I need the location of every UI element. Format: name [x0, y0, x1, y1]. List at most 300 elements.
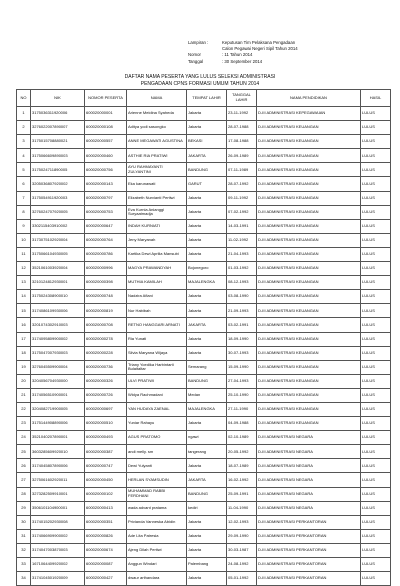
cell-tempat-lahir: Jakarta — [187, 332, 227, 346]
table-row — [17, 233, 391, 247]
cell-nomor-peserta: 600020000674 — [85, 543, 127, 557]
cell-hasil: LULUS — [361, 205, 391, 219]
cell-nomor-peserta: 600020000748 — [85, 290, 127, 304]
cell-nama: AYU RAHMAYANTI ZULYANTINI — [127, 163, 187, 177]
cell-nama-pendidikan: D-III ADMINISTRASI KEUANGAN — [257, 332, 361, 346]
cell-nama-pendidikan: D-III ADMINISTRASI PERKANTORAN — [257, 572, 361, 586]
cell-nama-pendidikan: D-III ADMINISTRASI KEUANGAN — [257, 402, 361, 416]
cell-no: 23 — [17, 417, 31, 431]
cell-nama-pendidikan: D-III ADMINISTRASI KEUANGAN — [257, 346, 361, 360]
cell-hasil: LULUS — [361, 360, 391, 374]
cell-nik: 3276024707920005 — [31, 205, 85, 219]
cell-tanggal-lahir: 18-07-1989 — [227, 459, 257, 473]
cell-no: 20 — [17, 374, 31, 388]
header-no: NO — [17, 90, 31, 107]
cell-hasil: LULUS — [361, 346, 391, 360]
cell-tanggal-lahir: 15-09-1990 — [227, 360, 257, 374]
cell-nik: 3174066909900002 — [31, 529, 85, 543]
cell-nomor-peserta: 600020000087 — [85, 558, 127, 572]
cell-nama-pendidikan: D-III ADMINISTRASI KEUANGAN — [257, 205, 361, 219]
cell-nomor-peserta: 600020000001 — [85, 107, 127, 121]
cell-hasil: LULUS — [361, 135, 391, 149]
cell-nomor-peserta: 600020000351 — [85, 515, 127, 529]
cell-no: 14 — [17, 290, 31, 304]
cell-nama: Nur Habibah — [127, 304, 187, 318]
cell-tempat-lahir: BEKASI — [187, 135, 227, 149]
cell-nama: dwaur arthandara — [127, 572, 187, 586]
cell-no: 1 — [17, 107, 31, 121]
cell-hasil: LULUS — [361, 558, 391, 572]
cell-no: 21 — [17, 388, 31, 402]
cell-nama-pendidikan: D-III ADMINISTRASI KEUANGAN — [257, 262, 361, 276]
cell-no: 33 — [17, 558, 31, 572]
cell-nik: 3173075102920004 — [31, 233, 85, 247]
table-row — [17, 107, 391, 121]
table-header-row — [17, 90, 391, 107]
cell-tempat-lahir: Jakarta — [187, 572, 227, 586]
cell-nomor-peserta: 600020000753 — [85, 205, 127, 219]
cell-nama: Eva Kurnia Anianggi Suryaatmadja — [127, 205, 187, 219]
cell-nomor-peserta: 600020000102 — [85, 487, 127, 501]
cell-nik: 3174015202930008 — [31, 515, 85, 529]
cell-hasil: LULUS — [361, 163, 391, 177]
cell-tanggal-lahir: 16-02-1992 — [227, 473, 257, 487]
cell-nik: 3175066609890003 — [31, 149, 85, 163]
cell-nomor-peserta: 600020000826 — [85, 529, 127, 543]
heading-line-1: DAFTAR NAMA PESERTA YANG LULUS SELEKSI ADMINISTRASI — [124, 74, 276, 80]
cell-tanggal-lahir: 27-04-1993 — [227, 374, 257, 388]
cell-nomor-peserta: 600020000108 — [85, 121, 127, 135]
cell-nama-pendidikan: D-III ADMINISTRASI KEUANGAN — [257, 417, 361, 431]
cell-hasil: LULUS — [361, 402, 391, 416]
table-row — [17, 177, 391, 191]
cell-nama-pendidikan: D-III ADMINISTRASI PERKANTORAN — [257, 515, 361, 529]
cell-tanggal-lahir: 07-11-1989 — [227, 163, 257, 177]
cell-nama: Silvia Maryana Wijaya — [127, 346, 187, 360]
table-row — [17, 459, 391, 473]
header-nomor-peserta: NOMOR PESERTA — [85, 90, 127, 107]
cell-tempat-lahir: Medan — [187, 388, 227, 402]
cell-tanggal-lahir: 04-09-1988 — [227, 417, 257, 431]
header-nama: NAMA — [127, 90, 187, 107]
cell-nama: Jeny Maryanah — [127, 233, 187, 247]
cell-nik: 3276022007890007 — [31, 121, 85, 135]
cell-tempat-lahir: BANDUNG — [187, 163, 227, 177]
cell-nama: Dewi Yulyanti — [127, 459, 187, 473]
cell-nomor-peserta: 600020000557 — [85, 135, 127, 149]
cell-nik: 3521061003920004 — [31, 262, 85, 276]
cell-no: 2 — [17, 121, 31, 135]
cell-nik: 3275061602920011 — [31, 473, 85, 487]
cell-nama-pendidikan: D-III ADMINISTRASI KEUANGAN — [257, 374, 361, 388]
cell-hasil: LULUS — [361, 304, 391, 318]
cell-nama-pendidikan: D-III ADMINISTRASI NEGARA — [257, 487, 361, 501]
cell-tempat-lahir: Jakarta — [187, 219, 227, 233]
table-row — [17, 191, 391, 205]
lampiran-block — [188, 40, 298, 65]
cell-nama: YAN HUDAYA ZAENAL — [127, 402, 187, 416]
cell-nama-pendidikan: D-III ADMINISTRASI KEUANGAN — [257, 318, 361, 332]
cell-nama-pendidikan: D-III ADMINISTRASI KEUANGAN — [257, 121, 361, 135]
cell-nik: 3174095809900002 — [31, 332, 85, 346]
cell-no: 17 — [17, 332, 31, 346]
nomor-label: Nomor — [188, 52, 201, 58]
cell-nama: HERLAN SYAMSUDIN — [127, 473, 187, 487]
cell-nik: 3603285609920010 — [31, 445, 85, 459]
cell-nama: INDAH KURNIATI — [127, 219, 187, 233]
cell-hasil: LULUS — [361, 332, 391, 346]
table-row — [17, 501, 391, 515]
table-row — [17, 135, 391, 149]
cell-nama: Kartika Dewi Aprilia Mansubi — [127, 247, 187, 261]
table-row — [17, 262, 391, 276]
nomor-value: : 11 Tahun 2014 — [222, 52, 253, 58]
cell-hasil: LULUS — [361, 177, 391, 191]
cell-tanggal-lahir: 03-02-1991 — [227, 318, 257, 332]
cell-hasil: LULUS — [361, 445, 391, 459]
cell-no: 16 — [17, 318, 31, 332]
participant-table — [16, 89, 391, 586]
cell-nama-pendidikan: D-III ADMINISTRASI KEUANGAN — [257, 149, 361, 163]
cell-hasil: LULUS — [361, 572, 391, 586]
cell-nama-pendidikan: D-III ADMINISTRASI KEUANGAN — [257, 233, 361, 247]
table-body — [17, 107, 391, 586]
cell-nama-pendidikan: D-III ADMINISTRASI PERKANTORAN — [257, 543, 361, 557]
cell-tanggal-lahir: 25-10-1990 — [227, 388, 257, 402]
cell-tanggal-lahir: 05-01-1992 — [227, 572, 257, 586]
cell-nama-pendidikan: D-III ADMINISTRASI KEUANGAN — [257, 163, 361, 177]
table-row — [17, 473, 391, 487]
cell-tempat-lahir: Palembang — [187, 558, 227, 572]
header-nik: NIK — [31, 90, 85, 107]
cell-nomor-peserta: 600020000697 — [85, 402, 127, 416]
cell-tempat-lahir: Jakarta — [187, 233, 227, 247]
cell-nama-pendidikan: D-III ADMINISTRASI NEGARA — [257, 459, 361, 473]
cell-hasil: LULUS — [361, 473, 391, 487]
table-row — [17, 388, 391, 402]
cell-nama: MAGYA PRAWANDYAH — [127, 262, 187, 276]
tanggal-value: : 30 September 2014 — [222, 58, 263, 64]
cell-nik: 3175054911920003 — [31, 191, 85, 205]
cell-nama: andi melly. sm — [127, 445, 187, 459]
cell-no: 15 — [17, 304, 31, 318]
cell-nomor-peserta: 600020000747 — [85, 459, 127, 473]
cell-tanggal-lahir: 28-07-1992 — [227, 177, 257, 191]
cell-no: 22 — [17, 402, 31, 416]
cell-hasil: LULUS — [361, 107, 391, 121]
cell-tempat-lahir: Jakarta — [187, 205, 227, 219]
table-row — [17, 318, 391, 332]
cell-tempat-lahir: MAJALENGKA — [187, 402, 227, 416]
cell-tempat-lahir: BANDUNG — [187, 374, 227, 388]
cell-nomor-peserta: 600020000460 — [85, 149, 127, 163]
cell-tanggal-lahir: 09-11-1992 — [227, 191, 257, 205]
keputusan-line-2: Calon Pegawai Negeri Sipil Tahun 2014 — [222, 46, 298, 52]
cell-nama: Aditya yodi sasongko — [127, 121, 187, 135]
cell-nama: ANNE MEGAWATI AGUSTINA — [127, 135, 187, 149]
cell-nomor-peserta: 600020000326 — [85, 374, 127, 388]
cell-no: 11 — [17, 247, 31, 261]
cell-nama: Anggun Windari — [127, 558, 187, 572]
cell-tempat-lahir: Jakarta — [187, 529, 227, 543]
cell-nomor-peserta: 600020000450 — [85, 473, 127, 487]
cell-tanggal-lahir: 25-09-1991 — [227, 487, 257, 501]
cell-tanggal-lahir: 07-02-1992 — [227, 205, 257, 219]
cell-hasil: LULUS — [361, 276, 391, 290]
table-row — [17, 360, 391, 374]
cell-no: 27 — [17, 473, 31, 487]
cell-no: 24 — [17, 431, 31, 445]
cell-nama-pendidikan: D-III ADMINISTRASI KEUANGAN — [257, 135, 361, 149]
cell-hasil: LULUS — [361, 219, 391, 233]
cell-tempat-lahir: Jakarta — [187, 459, 227, 473]
cell-no: 34 — [17, 572, 31, 586]
cell-nomor-peserta: 600020000398 — [85, 276, 127, 290]
table-row — [17, 304, 391, 318]
table-row — [17, 445, 391, 459]
cell-tempat-lahir: Jakarta — [187, 304, 227, 318]
cell-nomor-peserta: 600020000647 — [85, 219, 127, 233]
cell-nik: 3521040207890001 — [31, 431, 85, 445]
heading-line-2: PENGADAAN CPNS FORMASI UMUM TAHUN 2014 — [140, 80, 260, 87]
cell-no: 7 — [17, 191, 31, 205]
table-row — [17, 431, 391, 445]
cell-hasil: LULUS — [361, 262, 391, 276]
cell-nik: 1671064409920002 — [31, 558, 85, 572]
cell-nik: 3175024711890005 — [31, 163, 85, 177]
cell-tempat-lahir: JAKARTA — [187, 318, 227, 332]
tanggal-label: Tanggal — [188, 58, 204, 64]
cell-nik: 3174047003870003 — [31, 543, 85, 557]
cell-nama-pendidikan: D-III ADMINISTRASI NEGARA — [257, 431, 361, 445]
cell-nama: wada advant pratama — [127, 501, 187, 515]
cell-nik: 3175066104930005 — [31, 247, 85, 261]
cell-nik: 3175015708880021 — [31, 135, 85, 149]
cell-tempat-lahir: JAKARTA — [187, 149, 227, 163]
cell-hasil: LULUS — [361, 233, 391, 247]
table-row — [17, 290, 391, 304]
cell-hasil: LULUS — [361, 501, 391, 515]
table-row — [17, 515, 391, 529]
cell-no: 30 — [17, 515, 31, 529]
cell-hasil: LULUS — [361, 290, 391, 304]
cell-nama-pendidikan: D-III ADMINISTRASI NEGARA — [257, 501, 361, 515]
cell-nomor-peserta: 600020000726 — [85, 388, 127, 402]
cell-no: 18 — [17, 346, 31, 360]
cell-hasil: LULUS — [361, 529, 391, 543]
cell-nama-pendidikan: D-III ADMINISTRASI NEGARA — [257, 473, 361, 487]
cell-no: 26 — [17, 459, 31, 473]
cell-tempat-lahir: Jakarta — [187, 191, 227, 205]
cell-hasil: LULUS — [361, 417, 391, 431]
cell-nama: Eka karunawati — [127, 177, 187, 191]
cell-nomor-peserta: 600020000493 — [85, 431, 127, 445]
cell-nomor-peserta: 600020000756 — [85, 163, 127, 177]
cell-nama-pendidikan: D-III ADMINISTRASI KEPEGAWAIAN — [257, 107, 361, 121]
cell-nomor-peserta: 600020000143 — [85, 177, 127, 191]
cell-hasil: LULUS — [361, 247, 391, 261]
cell-tanggal-lahir: 01-03-1992 — [227, 262, 257, 276]
cell-no: 6 — [17, 177, 31, 191]
cell-tanggal-lahir: 24-08-1992 — [227, 558, 257, 572]
cell-no: 12 — [17, 262, 31, 276]
cell-nik: 3302115403910002 — [31, 219, 85, 233]
keputusan-line-1: Keputusan Tim Pelaksana Pengadaan — [222, 40, 296, 45]
cell-tanggal-lahir: 30-07-1993 — [227, 346, 257, 360]
cell-nama: MUHAMMAD RABBI FERDHANI — [127, 487, 187, 501]
cell-tempat-lahir: Jakarta — [187, 346, 227, 360]
cell-nama-pendidikan: D-III ADMINISTRASI PERKANTORAN — [257, 529, 361, 543]
cell-nama: AGUS PRATOMO — [127, 431, 187, 445]
cell-nik: 3210124812930001 — [31, 276, 85, 290]
cell-no: 5 — [17, 163, 31, 177]
table-row — [17, 374, 391, 388]
cell-nama: Triany Yoedika Harbintarti Bulaitaltar — [127, 360, 187, 374]
cell-tanggal-lahir: 21-09-1993 — [227, 304, 257, 318]
cell-hasil: LULUS — [361, 121, 391, 135]
cell-nama: Ria Yunati — [127, 332, 187, 346]
cell-nama-pendidikan: D-III ADMINISTRASI KEUANGAN — [257, 177, 361, 191]
lampiran-label: Lampiran : — [188, 40, 209, 45]
cell-tempat-lahir: GARUT — [187, 177, 227, 191]
cell-tanggal-lahir: 11-02-1992 — [227, 233, 257, 247]
table-row — [17, 163, 391, 177]
cell-tempat-lahir: ngawi — [187, 431, 227, 445]
table-row — [17, 332, 391, 346]
cell-nama: Widya Rachmadani — [127, 388, 187, 402]
cell-tanggal-lahir: 30-03-1987 — [227, 543, 257, 557]
cell-nama-pendidikan: D-III ADMINISTRASI KEUANGAN — [257, 191, 361, 205]
cell-tanggal-lahir: 27-11-1990 — [227, 402, 257, 416]
cell-no: 13 — [17, 276, 31, 290]
table-row — [17, 402, 391, 416]
header-hasil: HASIL — [361, 90, 391, 107]
cell-tempat-lahir: BANDUNG — [187, 487, 227, 501]
cell-nik: 3174045807890006 — [31, 459, 85, 473]
cell-nama-pendidikan: D-III ADMINISTRASI KEUANGAN — [257, 290, 361, 304]
cell-nama: Ajeng Dilah Pertiwi — [127, 543, 187, 557]
cell-tempat-lahir: kediri — [187, 501, 227, 515]
cell-tempat-lahir: tangerang — [187, 445, 227, 459]
cell-nomor-peserta: 600020000786 — [85, 247, 127, 261]
cell-tempat-lahir: Semarang — [187, 360, 227, 374]
cell-nik: 3276045509900004 — [31, 360, 85, 374]
cell-tanggal-lahir: 29-09-1990 — [227, 529, 257, 543]
header-tanggal-lahir: TANGGAL LAHIR — [227, 90, 257, 107]
cell-nik: 3204056704930000 — [31, 374, 85, 388]
cell-no: 31 — [17, 529, 31, 543]
table-row — [17, 558, 391, 572]
cell-hasil: LULUS — [361, 543, 391, 557]
document-heading — [0, 74, 400, 87]
cell-nama: ASTHIE RIA PRATIWI — [127, 149, 187, 163]
cell-nik: 3175047007930003 — [31, 346, 85, 360]
cell-nik: 3201074302910003 — [31, 318, 85, 332]
cell-tempat-lahir: Jakarta — [187, 515, 227, 529]
cell-nomor-peserta: 600020000764 — [85, 233, 127, 247]
cell-nik: 3506101104900001 — [31, 501, 85, 515]
cell-tanggal-lahir: 21-04-1993 — [227, 247, 257, 261]
cell-nama: Privianda Vanneska Abidin — [127, 515, 187, 529]
table-row — [17, 121, 391, 135]
cell-no: 28 — [17, 487, 31, 501]
cell-nama-pendidikan: D-III ADMINISTRASI KEUANGAN — [257, 304, 361, 318]
cell-nomor-peserta: 600020000797 — [85, 191, 127, 205]
cell-no: 3 — [17, 135, 31, 149]
cell-no: 29 — [17, 501, 31, 515]
cell-nik: 3174104501920009 — [31, 572, 85, 586]
cell-hasil: LULUS — [361, 318, 391, 332]
cell-tanggal-lahir: 26-09-1989 — [227, 149, 257, 163]
cell-no: 8 — [17, 205, 31, 219]
header-tempat-lahir: TEMPAT LAHIR — [187, 90, 227, 107]
cell-tempat-lahir: JAKARTA — [187, 473, 227, 487]
cell-hasil: LULUS — [361, 374, 391, 388]
cell-nomor-peserta: 600020000996 — [85, 262, 127, 276]
table-row — [17, 572, 391, 586]
cell-tempat-lahir: MAJALENGKA — [187, 276, 227, 290]
table-row — [17, 417, 391, 431]
cell-tempat-lahir: Jakarta — [187, 247, 227, 261]
cell-tempat-lahir: Jakarta — [187, 121, 227, 135]
cell-nama: ULVI PRATIWI — [127, 374, 187, 388]
table-row — [17, 219, 391, 233]
cell-tempat-lahir: Jakarta — [187, 107, 227, 121]
cell-tanggal-lahir: 11-04-1990 — [227, 501, 257, 515]
cell-tanggal-lahir: 17-08-1988 — [227, 135, 257, 149]
cell-nik: 3273282509910001 — [31, 487, 85, 501]
table-row — [17, 205, 391, 219]
cell-nomor-peserta: 600020000510 — [85, 417, 127, 431]
cell-tempat-lahir: Jakarta — [187, 290, 227, 304]
cell-hasil: LULUS — [361, 191, 391, 205]
cell-tanggal-lahir: 23-11-1992 — [227, 107, 257, 121]
cell-hasil: LULUS — [361, 388, 391, 402]
cell-nama-pendidikan: D-III ADMINISTRASI KEUANGAN — [257, 388, 361, 402]
cell-tanggal-lahir: 20-05-1992 — [227, 445, 257, 459]
table-row — [17, 529, 391, 543]
cell-no: 9 — [17, 219, 31, 233]
cell-nama-pendidikan: D-III ADMINISTRASI NEGARA — [257, 445, 361, 459]
table-row — [17, 487, 391, 501]
cell-tempat-lahir: Jakarta — [187, 543, 227, 557]
table-row — [17, 346, 391, 360]
cell-tempat-lahir: Bojonegoro — [187, 262, 227, 276]
cell-no: 25 — [17, 445, 31, 459]
cell-no: 19 — [17, 360, 31, 374]
cell-hasil: LULUS — [361, 459, 391, 473]
cell-nomor-peserta: 600020000427 — [85, 572, 127, 586]
cell-nama-pendidikan: D-III ADMINISTRASI KEUANGAN — [257, 360, 361, 374]
table-row — [17, 543, 391, 557]
cell-tanggal-lahir: 08-12-1993 — [227, 276, 257, 290]
cell-nik: 3204082719900005 — [31, 402, 85, 416]
cell-nomor-peserta: 600020000387 — [85, 445, 127, 459]
cell-nama: Nadzira Afiani — [127, 290, 187, 304]
cell-nama: Ade Lita Patresia — [127, 529, 187, 543]
cell-no: 10 — [17, 233, 31, 247]
cell-nomor-peserta: 600020000736 — [85, 360, 127, 374]
cell-nama: MUTHIA KAMILAH — [127, 276, 187, 290]
cell-no: 32 — [17, 543, 31, 557]
cell-nama-pendidikan: D-III ADMINISTRASI KEUANGAN — [257, 276, 361, 290]
cell-nama: Elizabeth Nurvianti Pertiwi — [127, 191, 187, 205]
cell-tanggal-lahir: 18-09-1990 — [227, 332, 257, 346]
cell-nomor-peserta: 600020000413 — [85, 501, 127, 515]
cell-tanggal-lahir: 02-10-1989 — [227, 431, 257, 445]
cell-tanggal-lahir: 14-03-1991 — [227, 219, 257, 233]
cell-nomor-peserta: 600020000228 — [85, 346, 127, 360]
